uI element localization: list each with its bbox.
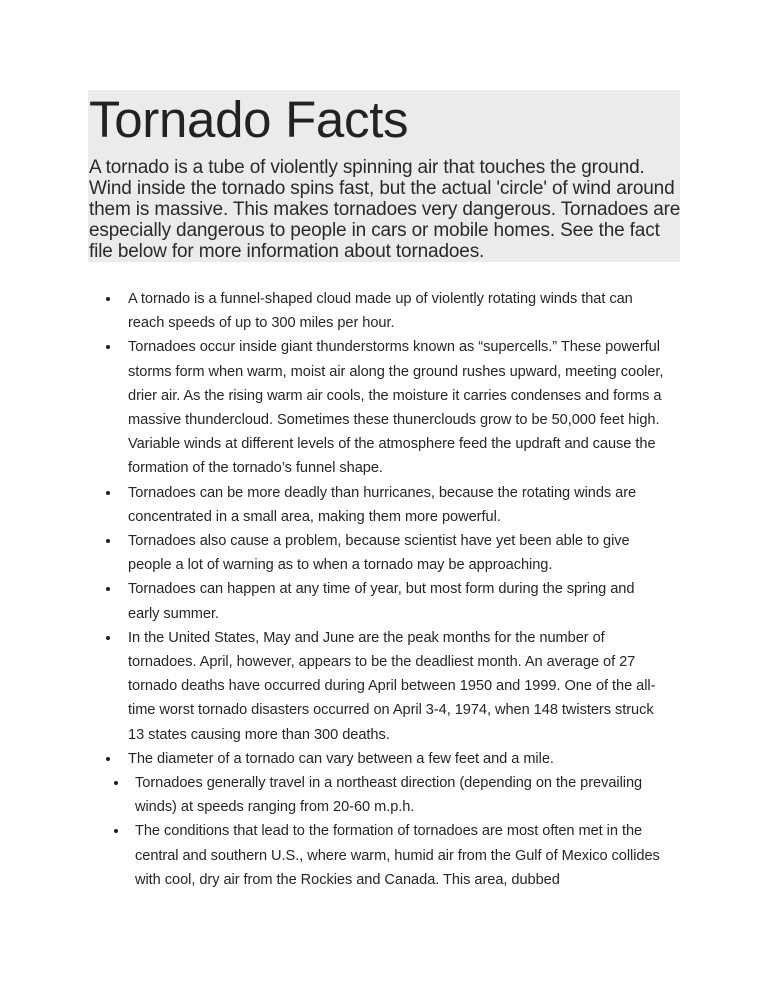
list-item [0, 747, 668, 771]
list-item [0, 287, 668, 335]
list-item [0, 481, 668, 529]
list-item [0, 577, 668, 625]
bullet-icon [106, 297, 110, 301]
bullet-icon [106, 491, 110, 495]
list-item [0, 529, 668, 577]
fact-text: Tornadoes can happen at any time of year, but most form during the spring and early summer. [128, 581, 635, 622]
fact-text: A tornado is a funnel-shaped cloud made up of violently rotating winds that can reach speeds of up to 300 miles per hour. [128, 291, 633, 332]
bullet-icon [114, 829, 118, 833]
fact-text: The diameter of a tornado can vary between a few feet and a mile. [128, 750, 554, 767]
bullet-icon [106, 587, 110, 591]
bullet-icon [106, 539, 110, 543]
fact-text: Tornadoes occur inside giant thunderstorms known as “supercells.” These powerful storms form when warm, moist air along the ground rushes upward, meeting cooler, drier air. As the rising warm air cools, the moisture it carries condenses and forms a massive thundercloud. Sometimes these thunerclouds grow to be 50,000 feet high. Variable winds at different levels of the atmosphere feed the updraft and cause the formation of the tornado’s funnel shape. [128, 339, 664, 477]
intro-section [88, 90, 680, 262]
fact-text: Tornadoes also cause a problem, because scientist have yet been able to give people a lot of warning as to when a tornado may be approaching. [128, 533, 630, 574]
fact-text: Tornadoes can be more deadly than hurricanes, because the rotating winds are concentrated in a small area, making them more powerful. [128, 484, 637, 525]
fact-list [0, 287, 768, 892]
fact-text: Tornadoes generally travel in a northeast direction (depending on the prevailing winds) at speeds ranging from 20-60 m.p.h. [135, 775, 643, 816]
fact-text: The conditions that lead to the formation of tornadoes are most often met in the central and southern U.S., where warm, humid air from the Gulf of Mexico collides with cool, dry air from the Rockies and Canada. This area, dubbed [135, 823, 660, 888]
bullet-icon [114, 781, 118, 785]
list-item [0, 626, 668, 747]
list-item [0, 771, 675, 819]
bullet-icon [106, 757, 110, 761]
bullet-icon [106, 636, 110, 640]
page-title: Tornado Facts [89, 91, 409, 148]
fact-text: In the United States, May and June are the peak months for the number of tornadoes. April, however, appears to be the deadliest month. An average of 27 tornado deaths have occurred during April between 1950 and 1999. One of the all-time worst tornado disasters occurred on April 3-4, 1974, when 148 twisters struck 13 states causing more than 300 deaths. [128, 629, 656, 743]
intro-paragraph: A tornado is a tube of violently spinning air that touches the ground. Wind inside the tornado spins fast, but the actual 'circle' of wind around them is massive. This makes tornadoes very dangerous. Tornadoes are especially dangerous to people in cars or mobile homes. See the fact file below for more information about tornadoes. [89, 157, 681, 262]
bullet-icon [106, 345, 110, 349]
list-item [0, 335, 668, 480]
list-item [0, 819, 675, 892]
